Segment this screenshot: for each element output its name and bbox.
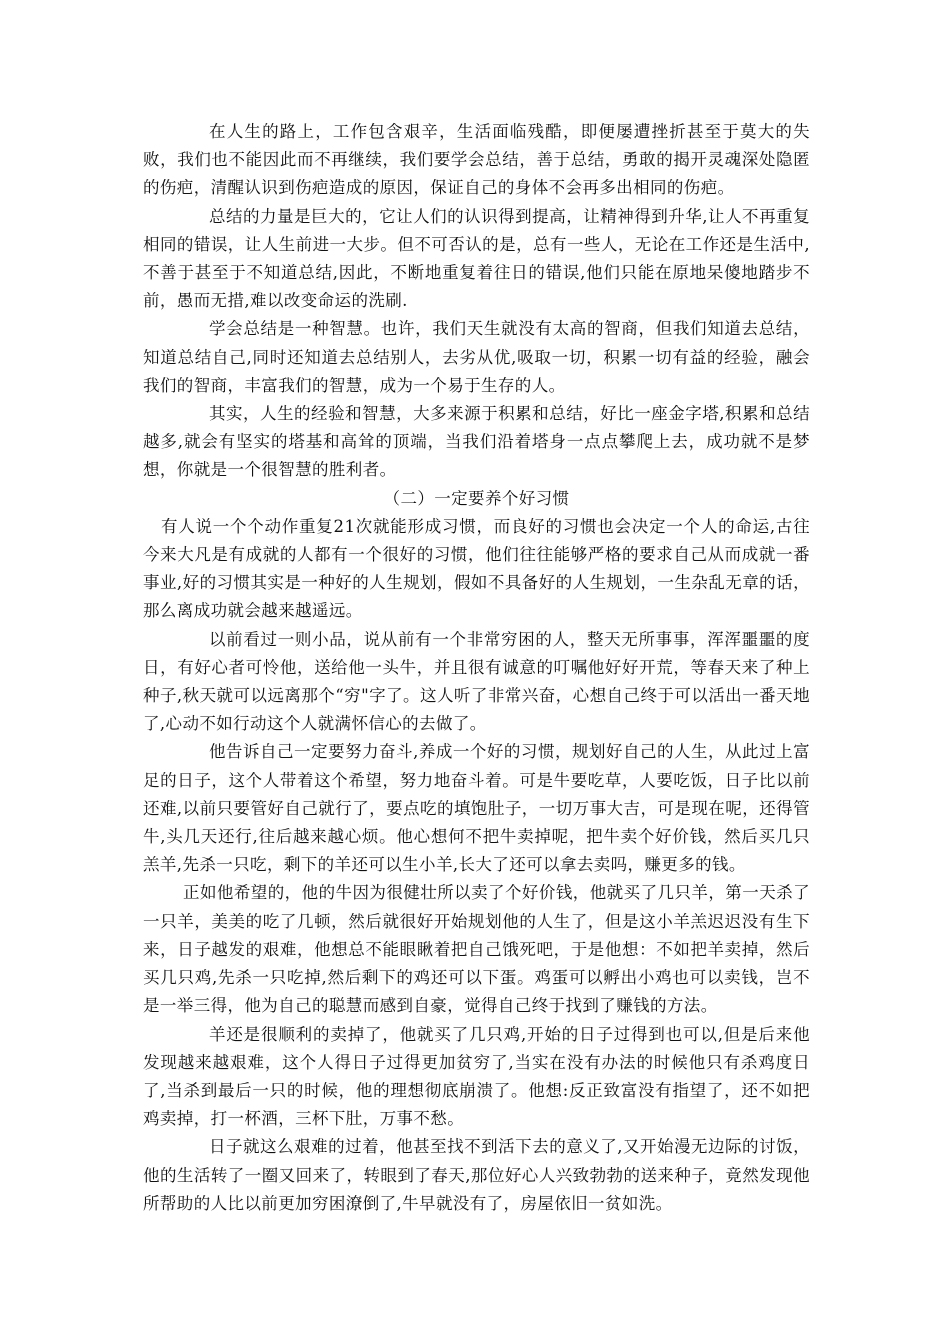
section-heading: （二）一定要养个好习惯 xyxy=(383,488,570,508)
paragraph-4: 其实，人生的经验和智慧，大多来源于积累和总结，好比一座金字塔,积累和总结越多,就会有坚实的塔基和高耸的顶端，当我们沿着塔身一点点攀爬上去，成功就不是梦想，你就是一个很智慧的胜利者。 xyxy=(143,404,810,480)
paragraph-9: 羊还是很顺利的卖掉了，他就买了几只鸡,开始的日子过得到也可以,但是后来他发现越来越艰难，这个人得日子过得更加贫穷了,当实在没有办法的时候他只有杀鸡度日了,当杀到最后一只的时候，他的理想彻底崩溃了。他想:反正致富没有指望了，还不如把鸡卖掉，打一杯酒，三杯下肚，万事不愁。 xyxy=(143,1024,810,1129)
paragraph-6: 以前看过一则小品，说从前有一个非常穷困的人，整天无所事事，浑浑噩噩的度日，有好心者可怜他，送给他一头牛，并且很有诚意的叮嘱他好好开荒，等春天来了种上种子,秋天就可以远离那个“穷"字了。这人听了非常兴奋，心想自己终于可以活出一番天地了,心动不如行动这个人就满怀信心的去做了。 xyxy=(143,629,810,734)
paragraph-10: 日子就这么艰难的过着，他甚至找不到活下去的意义了,又开始漫无边际的讨饭，他的生活转了一圈又回来了，转眼到了春天,那位好心人兴致勃勃的送来种子，竟然发现他所帮助的人比以前更加穷困潦倒了,牛早就没有了，房屋依旧一贫如洗。 xyxy=(143,1137,810,1213)
document-page xyxy=(143,118,810,1218)
paragraph-5: 有人说一个个动作重复21次就能形成习惯，而良好的习惯也会决定一个人的命运,古往今来大凡是有成就的人都有一个很好的习惯，他们往往能够严格的要求自己从而成就一番事业,好的习惯其实是一种好的人生规划，假如不具备好的人生规划，一生杂乱无章的话，那么离成功就会越来越遥远。 xyxy=(143,516,810,621)
paragraph-8: 正如他希望的，他的牛因为很健壮所以卖了个好价钱，他就买了几只羊，第一天杀了一只羊，美美的吃了几顿，然后就很好开始规划他的人生了，但是这小羊羔迟迟没有生下来，日子越发的艰难，他想总不能眼瞅着把自己饿死吧，于是他想：不如把羊卖掉，然后买几只鸡,先杀一只吃掉,然后剩下的鸡还可以下蛋。鸡蛋可以孵出小鸡也可以卖钱，岂不是一举三得，他为自己的聪慧而感到自豪，觉得自己终于找到了赚钱的方法。 xyxy=(143,883,810,1016)
paragraph-2: 总结的力量是巨大的，它让人们的认识得到提高，让精神得到升华,让人不再重复相同的错误，让人生前进一大步。但不可否认的是，总有一些人，无论在工作还是生活中,不善于甚至于不知道总结,因此，不断地重复着往日的错误,他们只能在原地呆傻地踏步不前，愚而无措,难以改变命运的洗刷. xyxy=(143,206,810,311)
paragraph-3: 学会总结是一种智慧。也许，我们天生就没有太高的智商，但我们知道去总结，知道总结自己,同时还知道去总结别人，去劣从优,吸取一切，积累一切有益的经验，融会我们的智商，丰富我们的智慧，成为一个易于生存的人。 xyxy=(143,319,810,395)
paragraph-7: 他告诉自己一定要努力奋斗,养成一个好的习惯，规划好自己的人生，从此过上富足的日子，这个人带着这个希望，努力地奋斗着。可是牛要吃草，人要吃饭，日子比以前还难,以前只要管好自己就行了，要点吃的填饱肚子，一切万事大吉，可是现在呢，还得管牛,头几天还行,往后越来越心烦。他心想何不把牛卖掉呢，把牛卖个好价钱，然后买几只羔羊,先杀一只吃，剩下的羊还可以生小羊,长大了还可以拿去卖吗，赚更多的钱。 xyxy=(143,742,810,875)
paragraph-1: 在人生的路上，工作包含艰辛，生活面临残酷，即便屡遭挫折甚至于莫大的失败，我们也不能因此而不再继续，我们要学会总结，善于总结，勇敢的揭开灵魂深处隐匿的伤疤，清醒认识到伤疤造成的原因，保证自己的身体不会再多出相同的伤疤。 xyxy=(143,122,810,198)
